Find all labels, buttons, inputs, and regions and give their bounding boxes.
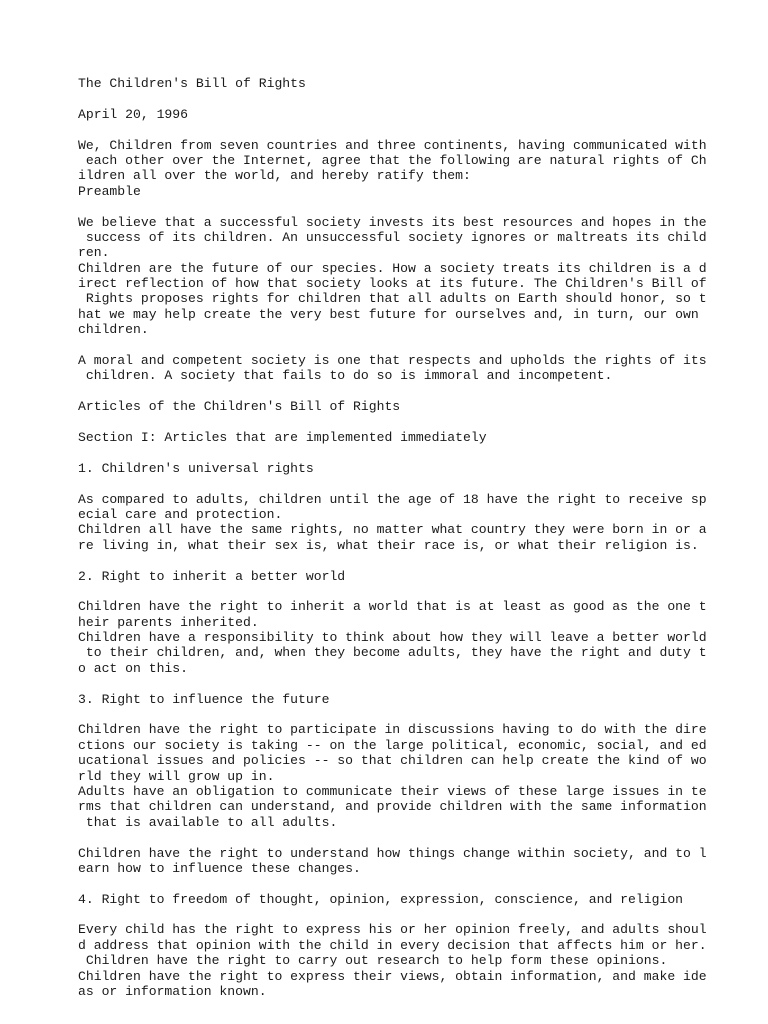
text-line: ecial care and protection.	[78, 506, 283, 522]
text-line: Section I: Articles that are implemented immediately	[78, 429, 487, 445]
article-4-body	[78, 922, 707, 1000]
intro-paragraph	[78, 137, 707, 200]
spacer	[78, 384, 698, 399]
text-line: irect reflection of how that society looks at its future. The Children's Bill of	[78, 276, 707, 292]
text-line: rms that children can understand, and provide children with the same information	[78, 799, 707, 815]
text-line: 1. Children's universal rights	[78, 460, 314, 476]
text-line: Children have the right to understand how things change within society, and to l	[78, 845, 707, 861]
text-line: heir parents inherited.	[78, 614, 259, 630]
article-4-heading	[78, 892, 698, 907]
text-line: ctions our society is taking -- on the large political, economic, social, and ed	[78, 737, 707, 753]
spacer	[78, 907, 698, 922]
spacer	[78, 91, 698, 106]
text-line: Children have a responsibility to think about how they will leave a better world	[78, 630, 707, 646]
article-3-body-2	[78, 845, 707, 877]
text-line: Children have the right to participate in discussions having to do with the dire	[78, 722, 707, 738]
text-line: 2. Right to inherit a better world	[78, 568, 346, 584]
document-body	[78, 137, 707, 1000]
article-1-body	[78, 491, 707, 554]
text-line: that is available to all adults.	[78, 814, 338, 830]
article-1-heading	[78, 461, 698, 476]
spacer	[78, 707, 698, 722]
article-3-body-1	[78, 722, 707, 830]
text-line: success of its children. An unsuccessful society ignores or maltreats its child	[78, 229, 707, 245]
document-title: The Children's Bill of Rights	[78, 76, 306, 91]
text-line: Children have the right to express their views, obtain information, and make ide	[78, 968, 707, 984]
text-line: rld they will grow up in.	[78, 768, 275, 784]
text-line: to their children, and, when they become adults, they have the right and duty t	[78, 645, 707, 661]
text-line: Preamble	[78, 183, 141, 199]
text-line: hat we may help create the very best future for ourselves and, in turn, our own	[78, 306, 699, 322]
spacer	[78, 584, 698, 599]
text-line: Every child has the right to express his or her opinion freely, and adults shoul	[78, 922, 707, 938]
text-line: 3. Right to influence the future	[78, 691, 330, 707]
text-line: ildren all over the world, and hereby ratify them:	[78, 168, 471, 184]
spacer	[78, 876, 698, 891]
text-line: Rights proposes rights for children that all adults on Earth should honor, so t	[78, 291, 707, 307]
text-line: We, Children from seven countries and three continents, having communicated with	[78, 137, 707, 153]
text-line: o act on this.	[78, 660, 189, 676]
text-line: Children are the future of our species. How a society treats its children is a d	[78, 260, 707, 276]
text-line: 4. Right to freedom of thought, opinion, expression, conscience, and religion	[78, 891, 684, 907]
spacer	[78, 445, 698, 460]
text-line: ren.	[78, 245, 110, 261]
preamble-paragraph-1	[78, 214, 707, 338]
text-line: Adults have an obligation to communicate their views of these large issues in te	[78, 783, 707, 799]
text-line: as or information known.	[78, 984, 267, 1000]
spacer	[78, 338, 698, 353]
spacer	[78, 415, 698, 430]
spacer	[78, 199, 698, 214]
articles-heading	[78, 399, 698, 414]
spacer	[78, 476, 698, 491]
article-2-body	[78, 599, 707, 676]
text-line: Articles of the Children's Bill of Rights	[78, 399, 401, 415]
document-page	[78, 76, 707, 1000]
text-line: earn how to influence these changes.	[78, 860, 361, 876]
text-line: d address that opinion with the child in every decision that affects him or her.	[78, 937, 707, 953]
text-line: A moral and competent society is one that respects and upholds the rights of its	[78, 353, 707, 369]
preamble-paragraph-2	[78, 353, 707, 384]
text-line: We believe that a successful society invests its best resources and hopes in the	[78, 214, 707, 230]
text-line: each other over the Internet, agree that the following are natural rights of Ch	[78, 152, 707, 168]
text-line: re living in, what their sex is, what their race is, or what their religion is.	[78, 537, 699, 553]
article-3-heading	[78, 692, 698, 707]
text-line: ucational issues and policies -- so that children can help create the kind of wo	[78, 753, 707, 769]
article-2-heading	[78, 569, 698, 584]
document-date: April 20, 1996	[78, 106, 189, 122]
spacer	[78, 676, 698, 691]
text-line: children.	[78, 322, 149, 338]
spacer	[78, 122, 698, 137]
text-line: As compared to adults, children until the age of 18 have the right to receive sp	[78, 491, 707, 507]
text-line: Children have the right to carry out research to help form these opinions.	[78, 953, 668, 969]
spacer	[78, 830, 698, 845]
text-line: children. A society that fails to do so is immoral and incompetent.	[78, 368, 613, 384]
spacer	[78, 553, 698, 568]
text-line: Children have the right to inherit a world that is at least as good as the one t	[78, 599, 707, 615]
section-heading	[78, 430, 698, 445]
text-line: Children all have the same rights, no matter what country they were born in or a	[78, 522, 707, 538]
